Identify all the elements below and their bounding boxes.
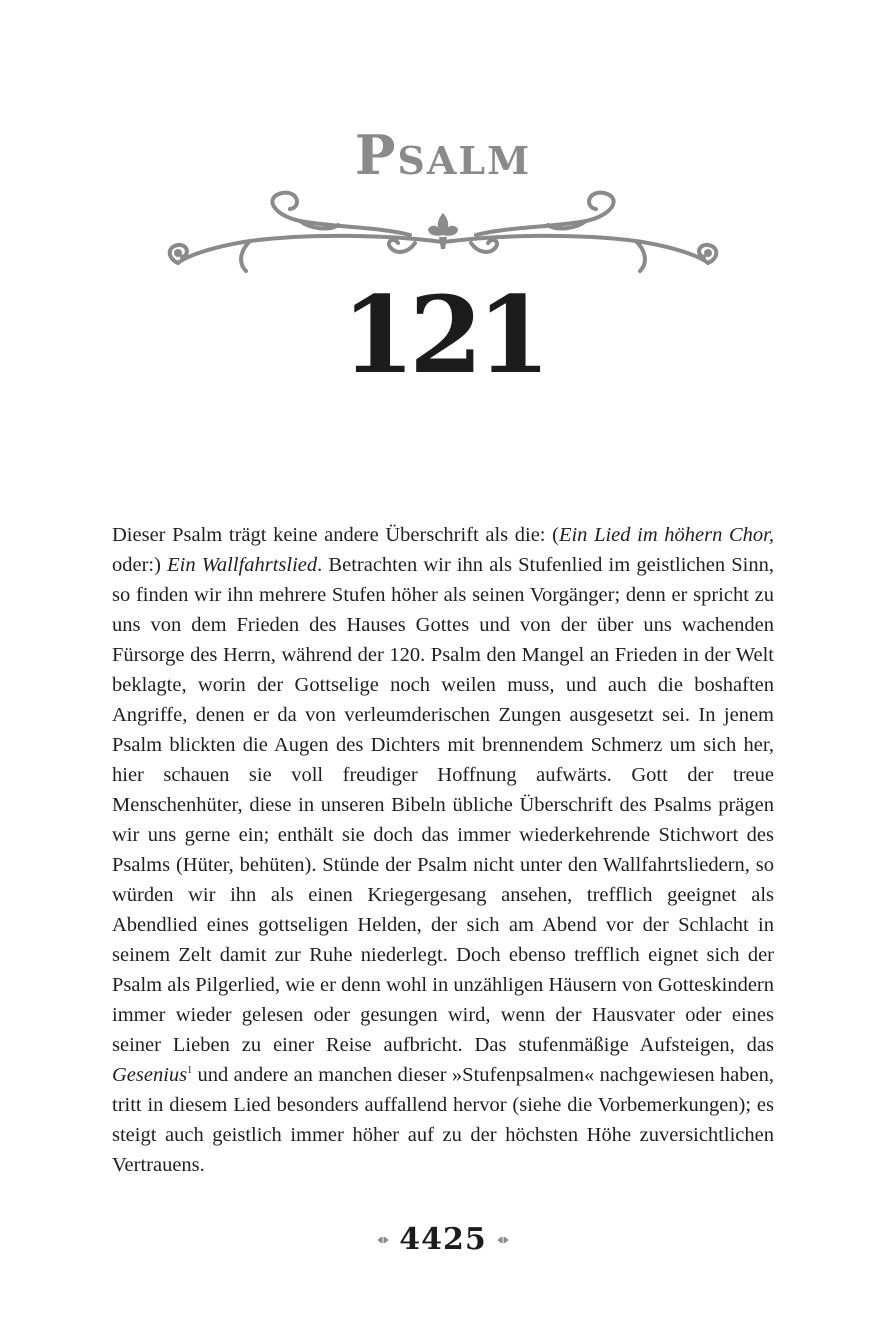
paragraph-text: oder:) <box>112 554 168 576</box>
paragraph-text: . Betrachten wir ihn als Stufenlied im geistlichen Sinn, so finden wir ihn mehrere Stufen höher als seinen Vorgänger; denn er spricht zu uns von dem Frieden des Hauses Gottes und von der über uns wachenden Fürsorge des Herrn, während der 120. Psalm den Mangel an Frieden in der Welt beklagte, worin der Gottselige noch weilen muss, und auch die boshaften Angriffe, denen er da von verleumderischen Zungen ausgesetzt sei. In jenem Psalm blickten die Augen des Dichters mit brennendem Schmerz um sich her, hier schauen sie voll freudiger Hoffnung aufwärts. Gott der treue Menschenhüter, diese in unseren Bibeln übliche Überschrift des Psalms prägen wir uns gerne ein; enthält sie doch das immer wiederkehrende Stichwort des Psalms (Hüter, behüten). Stünde der Psalm nicht unter den Wallfahrtsliedern, so würden wir ihn als einen Kriegergesang ansehen, trefflich geeignet als Abendlied eines gottseligen Helden, der sich am Abend vor der Schlacht in seinem Zelt damit zur Ruhe niederlegt. Doch ebenso trefflich eignet sich der Psalm als Pilgerlied, wie er denn wohl in unzähligen Häusern von Gotteskindern immer wieder gelesen oder gesungen wird, wenn der Hausvater oder eines seiner Lieben zu einer Reise aufbricht. Das stufenmäßige Aufsteigen, das <box>112 554 775 1056</box>
fleuron-left-icon <box>375 1233 391 1247</box>
paragraph-italic-name: Gesenius <box>112 1064 188 1086</box>
fleuron-right-icon <box>495 1233 511 1247</box>
paragraph-text: Dieser Psalm trägt keine andere Überschrift als die: ( <box>112 524 559 546</box>
paragraph-italic-title: Ein Wallfahrtslied <box>167 554 318 576</box>
paragraph-italic-title: Ein Lied im höhern Chor, <box>558 524 774 546</box>
footnote-marker: 1 <box>187 1065 193 1077</box>
psalm-number: 121 <box>341 272 545 397</box>
psalm-heading-word: Psalm <box>354 123 532 187</box>
page-footer <box>0 1222 886 1257</box>
commentary-paragraph <box>112 520 774 1180</box>
page-number: 4425 <box>399 1222 487 1257</box>
scroll-ornament-divider <box>160 185 726 280</box>
paragraph-text: und andere an manchen dieser »Stufenpsalmen« nachgewiesen haben, tritt in diesem Lied besonders auffallend hervor (siehe die Vorbemerkungen); es steigt auch geistlich immer höher auf zu der höchsten Höhe zuversichtlichen Vertrauens. <box>112 1064 774 1176</box>
